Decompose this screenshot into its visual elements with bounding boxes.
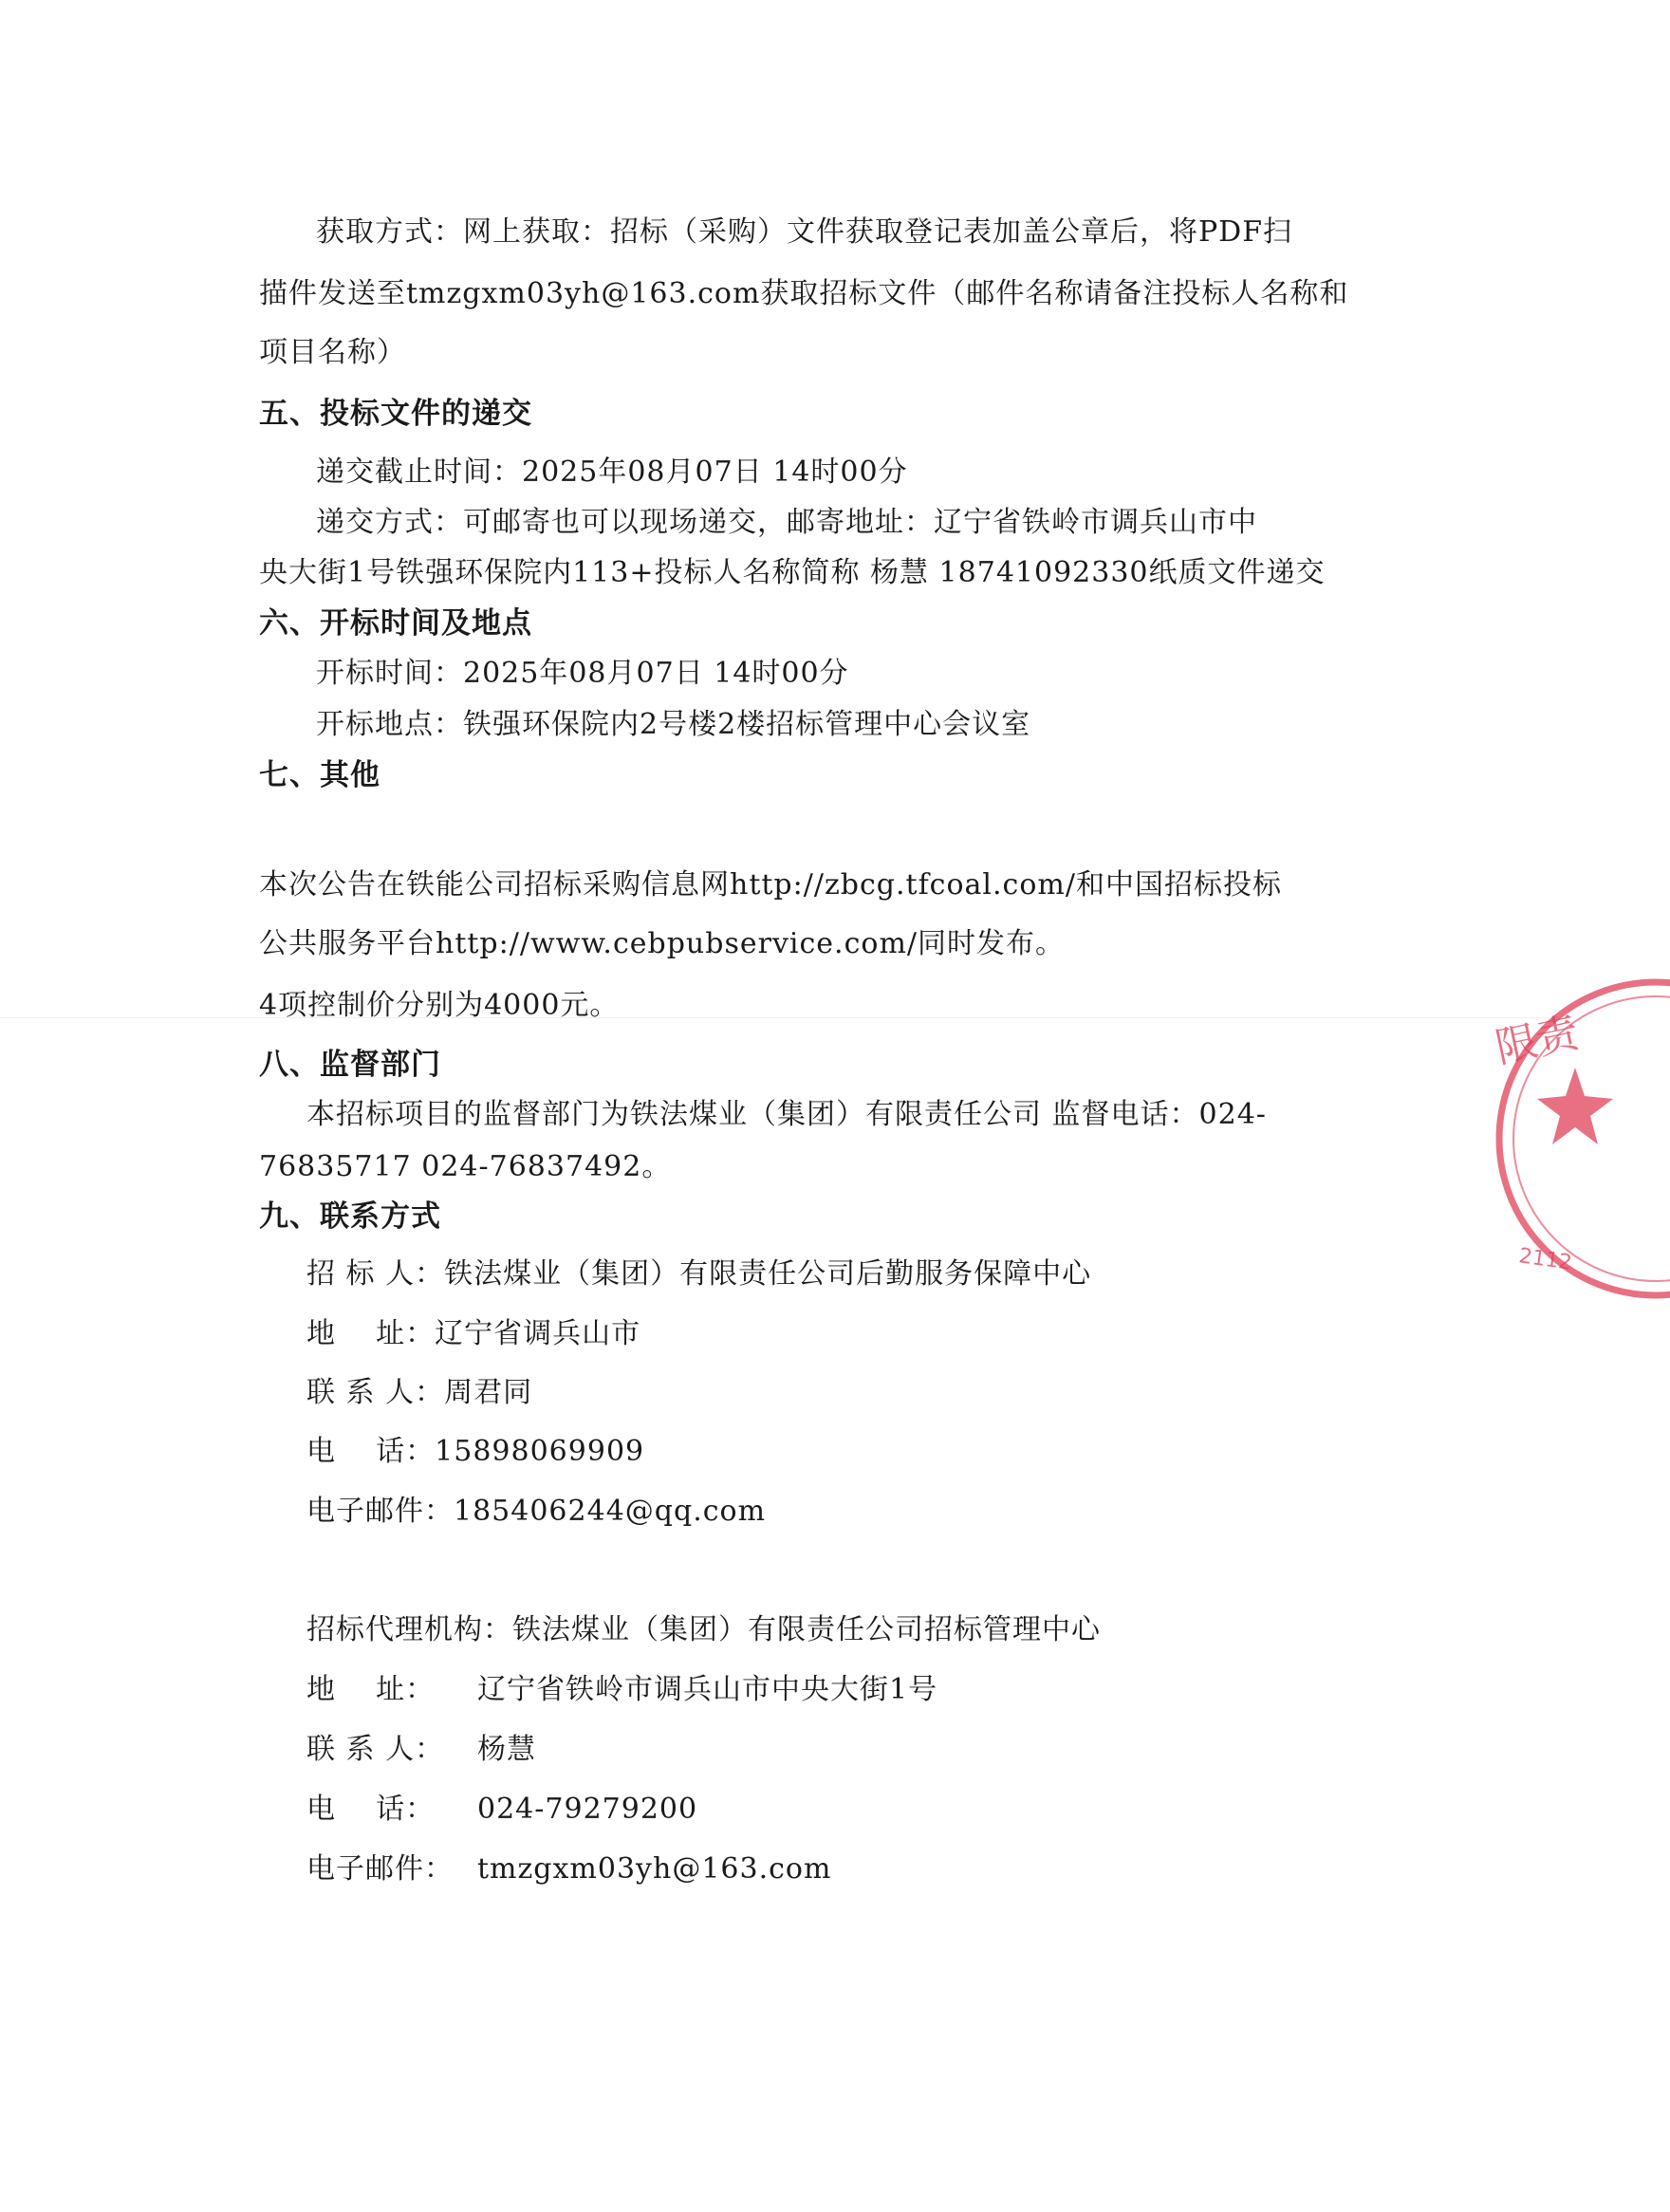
agency-name-row — [306, 1611, 1101, 1649]
agency-address-row — [306, 1671, 937, 1709]
company-seal-stamp — [1480, 958, 1670, 1319]
tenderer-email-label: 电子邮件： — [306, 1495, 454, 1528]
s7-line-1: 本次公告在铁能公司招标采购信息网http://zbcg.tfcoal.com/和中国招标投标 — [259, 868, 1282, 902]
scan-fold-line — [0, 1017, 1562, 1018]
acquire-line-3: 项目名称） — [259, 336, 406, 369]
section-6-title: 六、开标时间及地点 — [259, 606, 532, 641]
agency-name: 铁法煤业（集团）有限责任公司招标管理中心 — [512, 1613, 1101, 1646]
tenderer-address-label: 地 址： — [306, 1317, 436, 1350]
acquire-line-1: 获取方式：网上获取：招标（采购）文件获取登记表加盖公章后，将PDF扫 — [316, 215, 1293, 249]
acquire-line-2: 描件发送至tmzgxm03yh@163.com获取招标文件（邮件名称请备注投标人名称和 — [259, 277, 1349, 310]
tenderer-email-row — [306, 1493, 766, 1531]
tenderer-phone: 15898069909 — [435, 1435, 645, 1468]
seal-text: 限责 — [1491, 1008, 1584, 1073]
tenderer-name: 铁法煤业（集团）有限责任公司后勤服务保障中心 — [444, 1257, 1092, 1291]
tenderer-contact-label: 联 系 人： — [306, 1376, 445, 1409]
agency-address-label: 地 址： — [306, 1673, 436, 1706]
tenderer-contact-row — [306, 1374, 532, 1412]
s6-place: 开标地点：铁强环保院内2号楼2楼招标管理中心会议室 — [316, 708, 1031, 741]
s7-line-2: 公共服务平台http://www.cebpubservice.com/同时发布。 — [259, 927, 1066, 960]
agency-contact-label: 联 系 人： — [306, 1733, 445, 1766]
agency-phone-row — [306, 1791, 697, 1829]
s8-line-1: 本招标项目的监督部门为铁法煤业（集团）有限责任公司 监督电话：024- — [306, 1098, 1267, 1131]
agency-contact: 杨慧 — [477, 1733, 536, 1766]
tenderer-address: 辽宁省调兵山市 — [435, 1317, 641, 1350]
section-5-title: 五、投标文件的递交 — [259, 397, 532, 431]
agency-phone-label: 电 话： — [306, 1793, 436, 1826]
tenderer-name-row — [306, 1255, 1091, 1293]
agency-email-row — [306, 1850, 831, 1888]
agency-phone: 024-79279200 — [477, 1793, 698, 1826]
tenderer-contact: 周君同 — [444, 1376, 533, 1409]
tenderer-phone-label: 电 话： — [306, 1435, 436, 1468]
seal-star-icon — [1537, 1068, 1613, 1144]
s7-line-3: 4项控制价分别为4000元。 — [259, 989, 620, 1022]
agency-email: tmzgxm03yh@163.com — [477, 1852, 832, 1886]
s5-method-line-2: 央大街1号铁强环保院内113+投标人名称简称 杨慧 18741092330纸质文件递交 — [259, 556, 1326, 589]
section-8-title: 八、监督部门 — [259, 1048, 441, 1082]
s5-method-line-1: 递交方式：可邮寄也可以现场递交，邮寄地址：辽宁省铁岭市调兵山市中 — [316, 506, 1257, 539]
agency-address: 辽宁省铁岭市调兵山市中央大街1号 — [477, 1673, 938, 1706]
agency-name-label: 招标代理机构： — [306, 1613, 512, 1646]
s5-deadline: 递交截止时间：2025年08月07日 14时00分 — [316, 455, 908, 489]
s6-time: 开标时间：2025年08月07日 14时00分 — [316, 657, 849, 690]
seal-number: 2112 — [1517, 1244, 1574, 1275]
s8-line-2: 76835717 024-76837492。 — [259, 1150, 672, 1183]
section-9-title: 九、联系方式 — [259, 1199, 441, 1234]
tenderer-name-label: 招 标 人： — [306, 1257, 445, 1291]
tenderer-address-row — [306, 1315, 640, 1353]
tenderer-email: 185406244@qq.com — [454, 1495, 767, 1528]
tenderer-phone-row — [306, 1433, 644, 1471]
agency-contact-row — [306, 1731, 536, 1769]
agency-email-label: 电子邮件： — [306, 1852, 454, 1886]
section-7-title: 七、其他 — [259, 758, 380, 792]
